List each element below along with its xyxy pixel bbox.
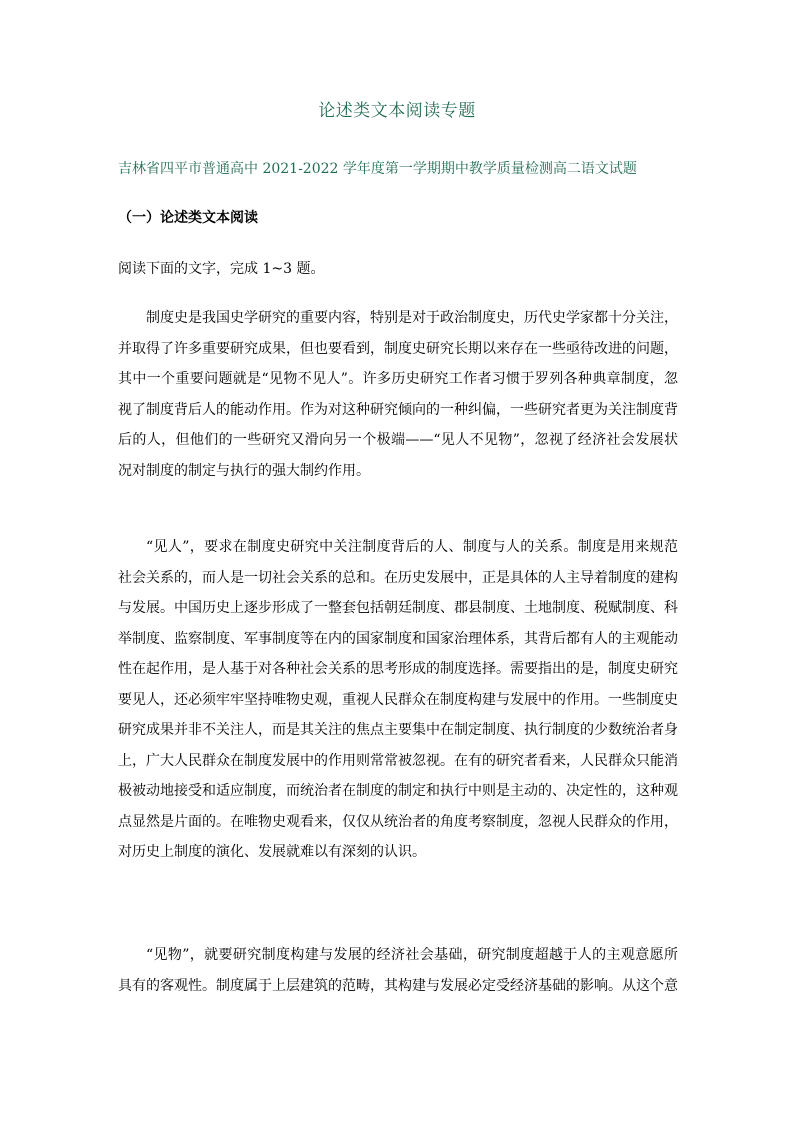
reading-instruction: 阅读下面的文字，完成 1~3 题。 — [118, 261, 325, 277]
body-paragraph: “见人”，要求在制度史研究中关注制度背后的人、制度与人的关系。制度是用来规范社会关系的，而人是一切社会关系的总和。在历史发展中，正是具体的人主导着制度的建构与发展。中国历史上逐步形成了一整套包括朝廷制度、郡县制度、土地制度、税赋制度、科举制度、监察制度、军事制度等在内的国家制度和国家治理体系，其背后都有人的主观能动性在起作用，是人基于对各种社会关系的思考形成的制度选择。需要指出的是，制度史研究要见人，还必须牢牢坚持唯物史观，重视人民群众在制度构建与发展中的作用。一些制度史研究成果并非不关注人，而是其关注的焦点主要集中在制定制度、执行制度的少数统治者身上，广大人民群众在制度发展中的作用则常常被忽视。在有的研究者看来，人民群众只能消极被动地接受和适应制度，而统治者在制度的制定和执行中则是主动的、决定性的，这种观点显然是片面的。在唯物史观看来，仅仅从统治者的角度考察制度，忽视人民群众的作用，对历史上制度的演化、发展就难以有深刻的认识。 — [118, 539, 678, 860]
document-title: 论述类文本阅读专题 — [318, 101, 476, 121]
section-heading: （一）论述类文本阅读 — [118, 210, 258, 226]
body-paragraph: 制度史是我国史学研究的重要内容，特别是对于政治制度史，历代史学家都十分关注，并取得了许多重要研究成果，但也要看到，制度史研究长期以来存在一些亟待改进的问题，其中一个重要问题就是“见物不见人”。许多历史研究工作者习惯于罗列各种典章制度，忽视了制度背后人的能动作用。作为对这种研究倾向的一种纠偏，一些研究者更为关注制度背后的人，但他们的一些研究又滑向另一个极端——“见人不见物”，忽视了经济社会发展状况对制度的制定与执行的强大制约作用。 — [118, 310, 678, 479]
body-paragraph: “见物”，就要研究制度构建与发展的经济社会基础，研究制度超越于人的主观意愿所具有的客观性。制度属于上层建筑的范畴，其构建与发展必定受经济基础的影响。从这个意 — [118, 947, 678, 994]
exam-source-line: 吉林省四平市普通高中 2021-2022 学年度第一学期期中教学质量检测高二语文试题 — [118, 161, 637, 177]
